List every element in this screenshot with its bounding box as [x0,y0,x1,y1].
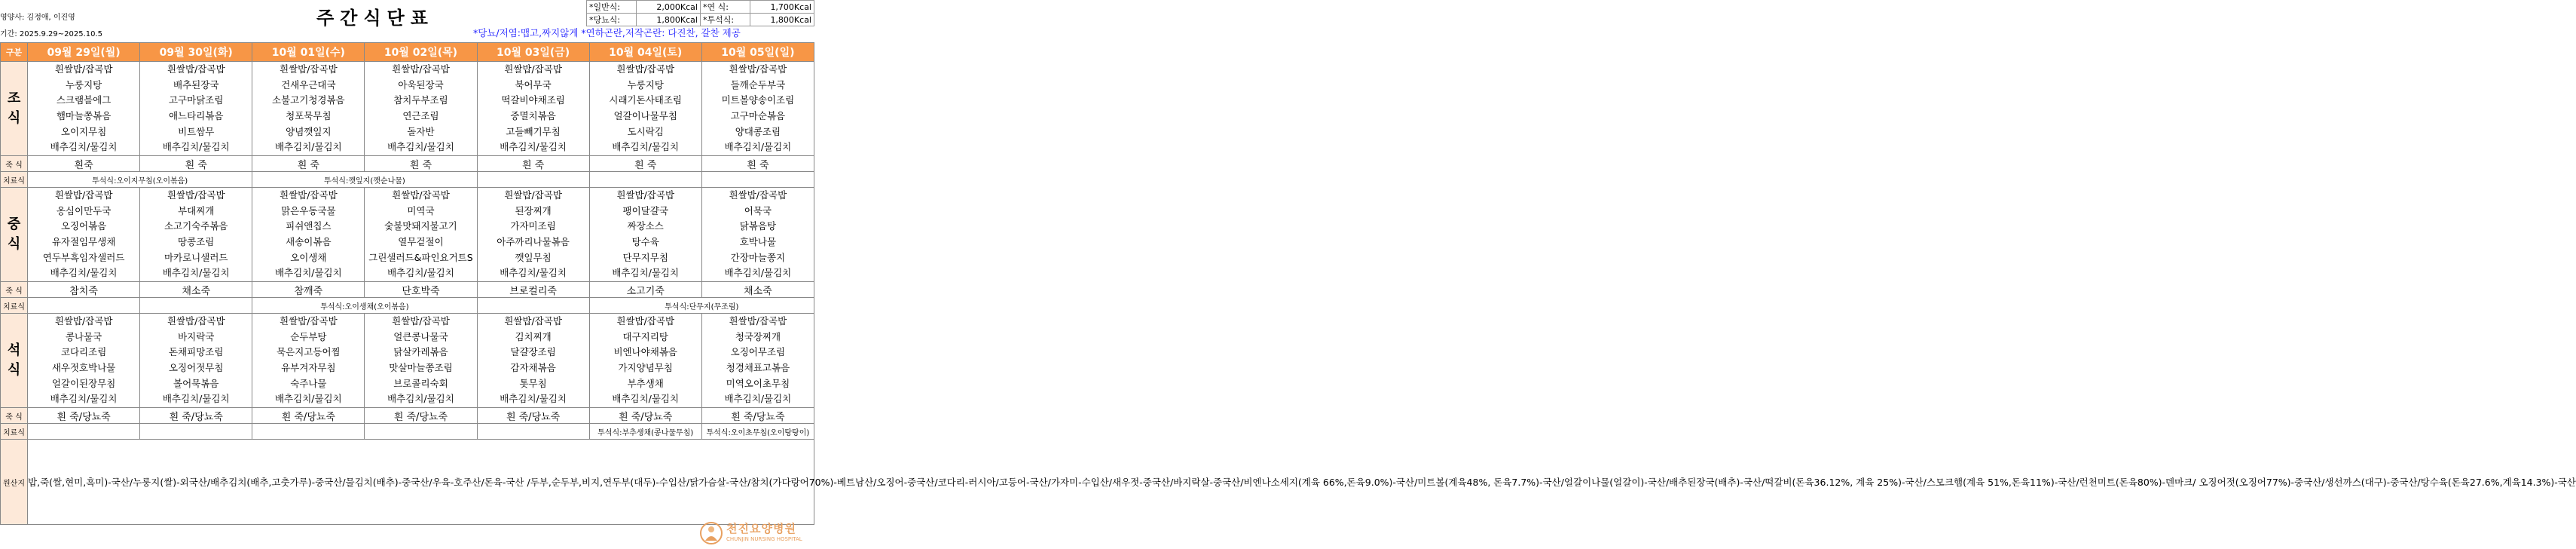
meal-label-char: 조 [7,90,21,106]
dish-item: 흰쌀밥/잡곡밥 [392,63,450,75]
dish-item: 비엔나야채볶음 [613,346,677,358]
dish-cell [365,188,477,282]
dish-item: 톳무침 [519,377,547,389]
dish-item: 배추김치/물김치 [724,267,792,279]
lunch-label [1,188,28,282]
dish-item: 코다리조림 [60,346,107,358]
dish-cell [28,188,140,282]
dish-item: 흰쌀밥/잡곡밥 [392,189,450,201]
dish-item: 배추된장국 [173,78,219,90]
porridge-cell: 흰 죽/당뇨죽 [589,408,701,424]
dish-item: 흰쌀밥/잡곡밥 [504,189,562,201]
dish-item: 연두부흑임자샐러드 [42,251,125,263]
dish-cell [252,62,365,156]
dish-item: 연근조림 [402,110,439,121]
hospital-name-en: CHUNJIN NURSING HOSPITAL [726,536,802,542]
therapy-cell [28,298,140,314]
dish-item: 누룽지탕 [627,78,664,90]
dish-cell [589,62,701,156]
dish-item: 순두부탕 [290,330,327,342]
page-title: 주간식단표 [316,8,434,29]
meal-label-char: 석 [7,342,21,358]
dish-item: 열무겉절이 [398,236,444,247]
dish-cell [140,314,252,408]
porridge-cell: 흰 죽/당뇨죽 [365,408,477,424]
dish-item: 배추김치/물김치 [612,267,680,279]
dish-item: 유자절임무생채 [51,236,116,247]
porridge-cell: 흰 죽 [252,156,365,172]
lunch-therapy-row [1,298,814,314]
hospital-name: 천진요양병원 [726,522,796,535]
therapy-cell: 투석식:오이초무침(오이탕탕이) [701,424,814,440]
origin-row [1,440,814,525]
dish-item: 소불고기청경볶음 [272,94,345,106]
dish-item: 감자채볶음 [510,362,556,373]
dish-item: 흰쌀밥/잡곡밥 [616,315,675,327]
dish-item: 들깨순두부국 [730,78,786,90]
dish-item: 청국장찌개 [735,330,781,342]
therapy-cell: 투석식:오이생채(오이볶음) [252,298,477,314]
menu-body [1,62,2576,525]
dish-item: 시래기돈사태조림 [609,94,683,106]
dish-item: 흰쌀밥/잡곡밥 [167,189,225,201]
meal-label-char: 식 [7,236,21,252]
dish-item: 닭볶음탕 [739,220,777,232]
dish-item: 브로콜리숙회 [393,377,448,389]
dish-item: 된장찌개 [515,204,552,216]
dish-item: 흰쌀밥/잡곡밥 [280,315,338,327]
therapy-label: 치료식 [1,298,28,314]
dish-item: 흰쌀밥/잡곡밥 [167,315,225,327]
dish-cell [589,188,701,282]
breakfast-dish-row [1,62,814,156]
dish-item: 고들빼기무침 [506,125,561,137]
therapy-cell [28,424,140,440]
dish-item: 가지양념무침 [618,362,673,373]
porridge-cell: 단호박죽 [365,282,477,298]
therapy-cell [589,172,701,188]
origin-label: 원산지 [1,440,28,525]
calorie-label: *연 식: [700,1,750,14]
calorie-label: *투석식: [700,14,750,26]
therapy-cell [477,172,589,188]
dish-cell [365,314,477,408]
dish-item: 배추김치/물김치 [387,141,454,153]
dish-item: 배추김치/물김치 [612,141,680,153]
dish-item: 오이생채 [290,251,327,263]
therapy-label: 치료식 [1,424,28,440]
dish-item: 오이지무침 [60,125,107,137]
dish-item: 돈채피망조림 [168,346,224,358]
dish-item: 양념깻잎지 [286,125,332,137]
calorie-value: 1,800Kcal [637,14,701,26]
day-header: 10월 02일(목) [365,43,477,62]
dish-item: 배추김치/물김치 [162,393,230,405]
calorie-row [587,14,814,26]
porridge-cell: 참치죽 [28,282,140,298]
dish-item: 미역국 [407,204,435,216]
dish-item: 흰쌀밥/잡곡밥 [729,63,787,75]
dish-item: 간장마늘쫑지 [730,251,786,263]
porridge-cell: 채소죽 [140,282,252,298]
dish-item: 바지락국 [178,330,215,342]
porridge-label: 죽 식 [1,156,28,172]
day-header: 10월 04일(토) [589,43,701,62]
dish-item: 누룽지탕 [65,78,102,90]
dish-item: 배추김치/물김치 [724,393,792,405]
dish-item: 흰쌀밥/잡곡밥 [54,315,113,327]
therapy-cell [140,424,252,440]
dish-item: 배추김치/물김치 [500,393,567,405]
porridge-cell: 채소죽 [701,282,814,298]
dish-item: 아주까리나물볶음 [497,236,570,247]
dish-item: 팽이달걀국 [622,204,668,216]
therapy-cell [701,172,814,188]
menu-period: 기간: 2025.9.29~2025.10.5 [0,30,103,38]
dish-item: 배추김치/물김치 [387,393,454,405]
dish-item: 햄마늘쫑볶음 [56,110,112,121]
calorie-label: *일반식: [587,1,637,14]
dish-item: 배추김치/물김치 [724,141,792,153]
dish-cell [140,62,252,156]
dish-item: 그린샐러드&파인요거트S [368,251,473,263]
dish-item: 달걀장조림 [510,346,556,358]
dish-item: 비트쌈무 [178,125,215,137]
dish-item: 흰쌀밥/잡곡밥 [729,315,787,327]
dish-cell [701,188,814,282]
origin-text: 밥,죽(쌀,현미,흑미)-국산/누룽지(쌀)-외국산/배추김치(배추,고춧가루)-중국산/물김치(배추)-중국산/우육-호주산/돈육-국산 /두부,순두부,비지,연두부(대두)-수입산/닭가슴살-국산/참치(가다랑어70%)-베트남산/오징어-중국산/코다리-러시아/고등어-국산/가자미-수입산/새우젓-중국산/바지락살-중국산/비엔나소세지(계육 66%,돈육9.0%)-국산/미트볼(계육48%, 돈육7.7%)-국산/얼갈이나물(얼갈이)-국산/배추된장국(배추)-국산/떡갈비(돈육36.12%, 계육 25%)-국산/스모크햄(계육 51%,돈육11%)-국산/런천미트(돈육80%)-덴마크/ 오징어젓(오징어77%)-중국산/생선까스(대구)-중국산/탕수육(돈육27.6%,계육14.3%)-국산 [28,440,814,525]
calorie-value: 1,700Kcal [750,1,814,14]
hospital-logo [699,519,812,547]
dish-item: 새우젓호박나물 [51,362,116,373]
breakfast-therapy-row [1,172,814,188]
dish-item: 호박나물 [739,236,777,247]
dish-item: 흰쌀밥/잡곡밥 [392,315,450,327]
dish-item: 건새우근대국 [281,78,336,90]
dish-item: 흰쌀밥/잡곡밥 [504,63,562,75]
dish-item: 배추김치/물김치 [274,141,342,153]
dish-item: 배추김치/물김치 [612,393,680,405]
porridge-cell: 흰 죽 [477,156,589,172]
dish-item: 오징어무조림 [730,346,786,358]
dish-item: 청포묵무침 [286,110,332,121]
porridge-cell: 흰 죽/당뇨죽 [701,408,814,424]
therapy-cell: 투석식:단무지(무조림) [589,298,814,314]
nutritionist: 영양사: 김정애, 이진영 [0,14,75,22]
dish-item: 부대찌개 [178,204,215,216]
dish-item: 마카로니샐러드 [163,251,228,263]
page-header [0,0,814,42]
therapy-label: 치료식 [1,172,28,188]
lunch-porridge-row [1,282,814,298]
dish-item: 배추김치/물김치 [162,267,230,279]
porridge-cell: 흰 죽/당뇨죽 [140,408,252,424]
dish-cell [140,188,252,282]
therapy-cell: 투석식:깻잎지(깻순나물) [252,172,477,188]
dish-item: 콩나물국 [65,330,102,342]
dish-item: 애느타리볶음 [168,110,224,121]
dish-item: 배추김치/물김치 [50,393,118,405]
day-header: 10월 03일(금) [477,43,589,62]
dish-item: 배추김치/물김치 [50,141,118,153]
dish-item: 고구마닭조림 [168,94,224,106]
dinner-therapy-row [1,424,814,440]
dish-item: 중멸치볶음 [510,110,556,121]
dish-item: 깻잎무침 [515,251,552,263]
dish-item: 짜장소스 [627,220,664,232]
therapy-cell [365,424,477,440]
day-header: 09월 29일(월) [28,43,140,62]
breakfast-label [1,62,28,156]
dish-item: 숯불맛돼지불고기 [384,220,457,232]
therapy-cell [477,424,589,440]
day-header-row [1,43,814,62]
porridge-cell: 흰 죽/당뇨죽 [477,408,589,424]
dish-item: 미트볼양송이조림 [721,94,795,106]
dish-item: 흰쌀밥/잡곡밥 [167,63,225,75]
dish-item: 피쉬앤칩스 [286,220,332,232]
dish-item: 소고기숙주볶음 [163,220,228,232]
dish-item: 유부겨자무침 [281,362,336,373]
dish-item: 오징어볶음 [60,220,107,232]
dish-item: 흰쌀밥/잡곡밥 [54,189,113,201]
dish-item: 스크램블에그 [56,94,112,106]
calorie-table [586,0,814,26]
dish-item: 숙주나물 [290,377,327,389]
lunch-dish-row [1,188,814,282]
dish-item: 얼갈이나물무침 [613,110,677,121]
dish-cell [589,314,701,408]
day-header: 09월 30일(화) [140,43,252,62]
gubun-header: 구분 [1,43,28,62]
calorie-label: *당뇨식: [587,14,637,26]
dish-item: 배추김치/물김치 [274,267,342,279]
day-header: 10월 01일(수) [252,43,365,62]
dish-cell [252,314,365,408]
dish-item: 아욱된장국 [398,78,444,90]
day-header: 10월 05일(일) [701,43,814,62]
dish-item: 도시락김 [627,125,664,137]
porridge-label: 죽 식 [1,282,28,298]
dinner-label [1,314,28,408]
dish-item: 단무지무침 [622,251,668,263]
porridge-cell: 흰 죽/당뇨죽 [252,408,365,424]
dish-item: 어묵국 [744,204,772,216]
dish-item: 고구마순볶음 [730,110,786,121]
dish-item: 옹심이만두국 [56,204,112,216]
dish-item: 청경채표고볶음 [726,362,790,373]
dish-item: 배추김치/물김치 [500,267,567,279]
breakfast-porridge-row [1,156,814,172]
dish-cell [477,188,589,282]
therapy-cell: 투석식:부추생채(콩나물무침) [589,424,701,440]
dish-item: 배추김치/물김치 [387,267,454,279]
porridge-label: 죽 식 [1,408,28,424]
dish-item: 흰쌀밥/잡곡밥 [504,315,562,327]
dish-item: 미역오이초무침 [726,377,790,389]
dish-item: 김치찌개 [515,330,552,342]
dish-item: 볼어묵볶음 [173,377,219,389]
therapy-cell: 투석식:오이지무침(오이볶음) [28,172,252,188]
dish-item: 맛살마늘쫑조림 [389,362,453,373]
calorie-value: 1,800Kcal [750,14,814,26]
dish-item: 새송이볶음 [286,236,332,247]
dinner-porridge-row [1,408,814,424]
calorie-value: 2,000Kcal [637,1,701,14]
dish-item: 흰쌀밥/잡곡밥 [54,63,113,75]
dish-cell [701,314,814,408]
dish-cell [477,62,589,156]
porridge-cell: 흰죽 [28,156,140,172]
dish-cell [477,314,589,408]
dish-cell [252,188,365,282]
dish-cell [28,314,140,408]
weekly-menu-table [0,42,2576,525]
dish-item: 배추김치/물김치 [162,141,230,153]
dish-item: 흰쌀밥/잡곡밥 [280,63,338,75]
dish-item: 가자미조림 [510,220,556,232]
porridge-cell: 브로컬리죽 [477,282,589,298]
dish-item: 배추김치/물김치 [50,267,118,279]
dish-item: 대구지리탕 [622,330,668,342]
dish-item: 탕수육 [631,236,659,247]
dish-item: 흰쌀밥/잡곡밥 [616,189,675,201]
dish-item: 참치두부조림 [393,94,448,106]
dish-item: 오징어젓무침 [168,362,224,373]
dish-item: 배추김치/물김치 [500,141,567,153]
dish-item: 북어무국 [515,78,552,90]
porridge-cell: 참깨죽 [252,282,365,298]
dinner-dish-row [1,314,814,408]
dish-item: 떡갈비야채조림 [501,94,565,106]
dish-item: 묵은지고등어찜 [277,346,341,358]
dish-cell [365,62,477,156]
dish-item: 돌자반 [407,125,435,137]
therapy-cell [477,298,589,314]
dish-item: 양대콩조림 [735,125,781,137]
porridge-cell: 흰 죽 [140,156,252,172]
porridge-cell: 흰 죽 [365,156,477,172]
meal-label-char: 식 [7,362,21,378]
dish-item: 얼큰콩나물국 [393,330,448,342]
porridge-cell: 흰 죽/당뇨죽 [28,408,140,424]
dish-item: 땅콩조림 [178,236,215,247]
dish-cell [701,62,814,156]
dish-item: 부추생채 [627,377,664,389]
dish-item: 맑은우동국물 [281,204,336,216]
dish-cell [28,62,140,156]
therapy-cell [252,424,365,440]
dish-item: 흰쌀밥/잡곡밥 [729,189,787,201]
dish-item: 닭살카레볶음 [393,346,448,358]
calorie-row [587,1,814,14]
dish-item: 얼갈이된장무침 [51,377,116,389]
porridge-cell: 소고기죽 [589,282,701,298]
dish-item: 배추김치/물김치 [274,393,342,405]
therapy-cell [140,298,252,314]
diet-notes: *당뇨/저염:맵고,짜지않게 *연하곤란,저작곤란: 다진찬, 갈찬 제공 [473,27,741,38]
hospital-logo-icon [699,521,723,545]
meal-label-char: 중 [7,216,21,232]
meal-label-char: 식 [7,110,21,126]
dish-item: 흰쌀밥/잡곡밥 [616,63,675,75]
dish-item: 흰쌀밥/잡곡밥 [280,189,338,201]
porridge-cell: 흰 죽 [701,156,814,172]
porridge-cell: 흰 죽 [589,156,701,172]
